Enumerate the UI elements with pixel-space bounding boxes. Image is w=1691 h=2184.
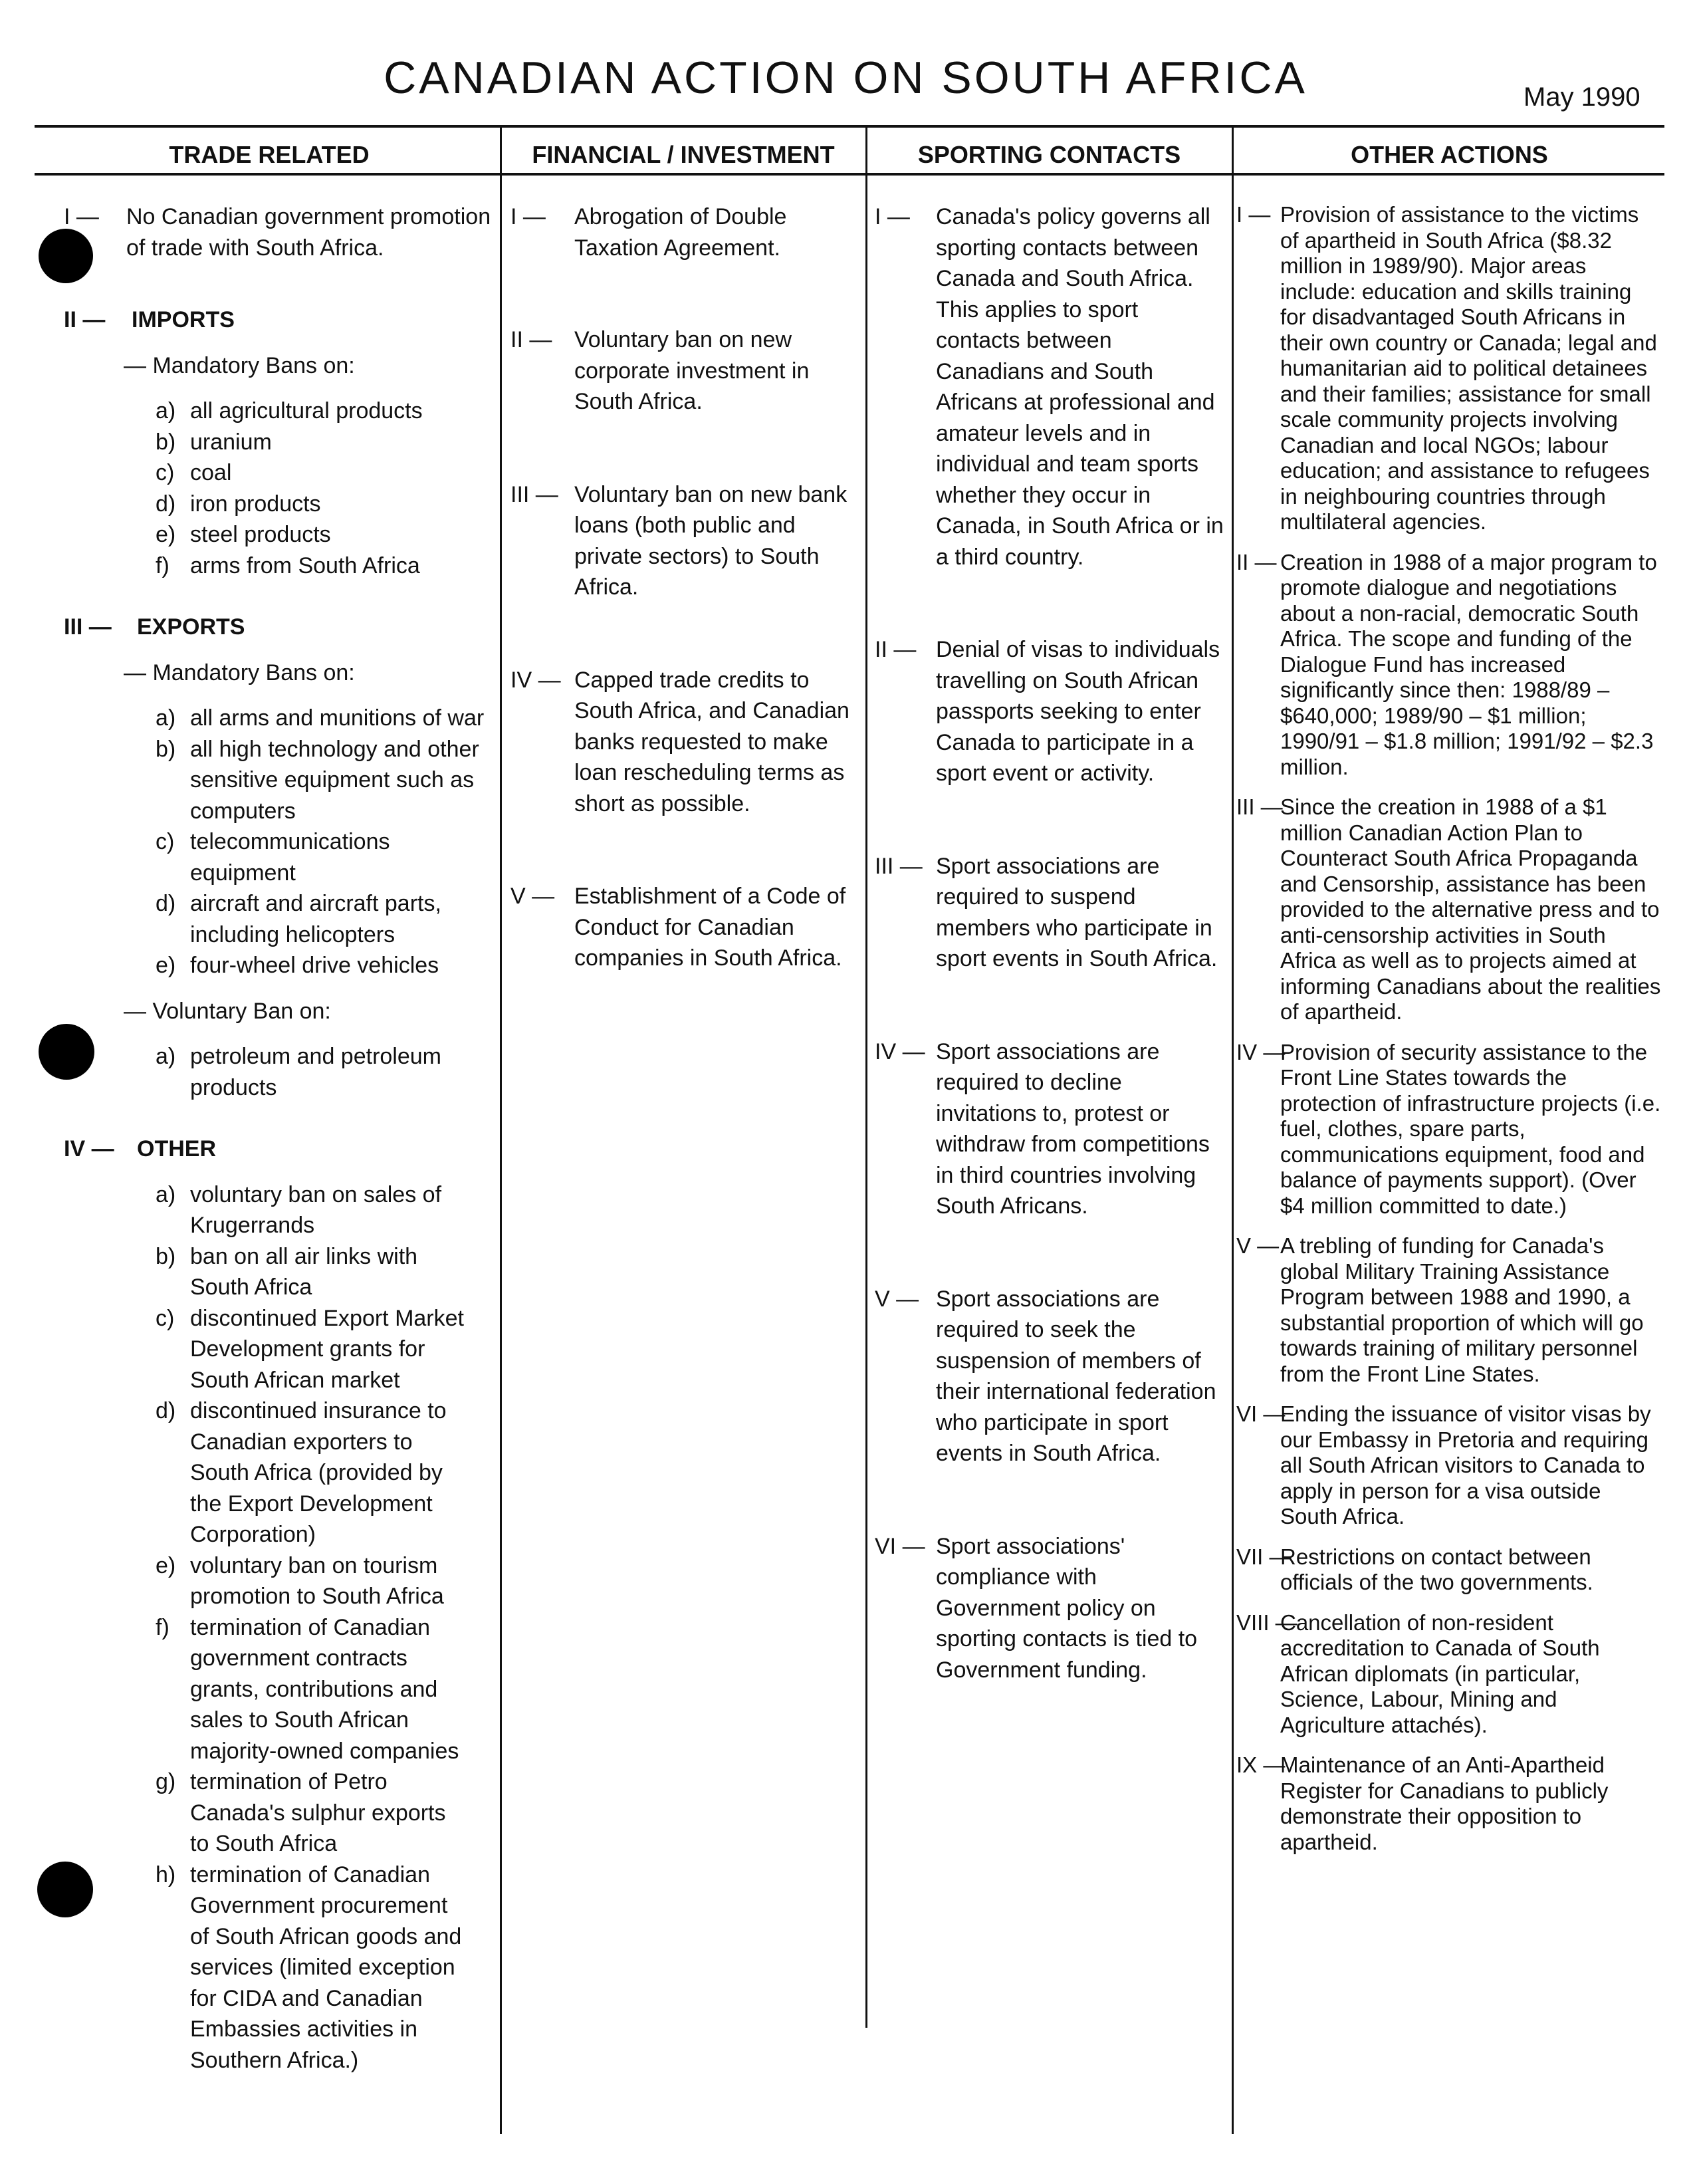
page-title: CANADIAN ACTION ON SOUTH AFRICA — [384, 53, 1307, 103]
list-item: h) termination of Canadian Government procurement of South African goods and services (limited exception for CIDA and Canadian Embassies activities in Southern Africa.) — [156, 1862, 462, 2073]
list-item: f) termination of Canadian government contracts grants, contributions and sales to South African majority-owned companies — [156, 1614, 459, 1764]
list-item: d) iron products — [156, 491, 321, 517]
exports-list — [64, 703, 496, 981]
other-column — [1236, 202, 1662, 1855]
other-item-iii: III — Since the creation in 1988 of a $1 million Canadian Action Plan to Counteract South Africa Propaganda and Censorship, assistance has been provided to the alternative press and to anti-censorship activities in South Africa as well as to projects aimed at informing Canadians about the realities of apartheid. — [1236, 794, 1661, 1024]
financial-item-v: V — Establishment of a Code of Conduct for Canadian companies in South Africa. — [510, 884, 846, 971]
trade-item-i — [64, 201, 496, 263]
other-item-vi: VI — Ending the issuance of visitor visas by our Embassy in Pretoria and requiring all South African visitors to Canada to apply in person for a visa outside South Africa. — [1236, 1401, 1651, 1528]
sporting-item-i: I — Canada's policy governs all sporting contacts between Canada and South Africa. This applies to sport contacts between Canadians and South Africans at professional and amateur levels and in individual and team sports whether they occur in Canada, in South Africa or in a third country. — [875, 204, 1224, 570]
trade-item-iv — [64, 1134, 496, 1165]
column-heading-financial: FINANCIAL / INVESTMENT — [532, 141, 835, 168]
list-item: a) all arms and munitions of war — [156, 705, 485, 731]
column-heading-trade: TRADE RELATED — [169, 141, 370, 168]
trade-iv-heading: OTHER — [137, 1136, 216, 1161]
list-item: c) coal — [156, 460, 232, 485]
financial-item-ii: II — Voluntary ban on new corporate investment in South Africa. — [510, 327, 810, 414]
financial-item-iii: III — Voluntary ban on new bank loans (both public and private sectors) to South Africa. — [510, 481, 847, 600]
list-item: g) termination of Petro Canada's sulphur exports to South Africa — [156, 1769, 446, 1856]
list-item: a) voluntary ban on sales of Krugerrands — [156, 1181, 442, 1238]
list-item: d) aircraft and aircraft parts, including helicopters — [156, 891, 441, 947]
other-trade-list — [64, 1179, 496, 2076]
exports-voluntary-list — [64, 1041, 496, 1103]
trade-iii-subheading: — Mandatory Bans on: — [124, 660, 355, 685]
list-item: d) discontinued insurance to Canadian exporters to South Africa (provided by the Export Development Corporation) — [156, 1398, 447, 1547]
list-item: e) four-wheel drive vehicles — [156, 953, 439, 978]
other-item-v: V — A trebling of funding for Canada's global Military Training Assistance Program between 1988 and 1990, a substantial proportion of which will go towards training of military personnel from the Front Line States. — [1236, 1233, 1644, 1386]
column-divider-2 — [865, 126, 867, 2028]
trade-iii-voluntary-subheading: — Voluntary Ban on: — [124, 998, 331, 1024]
list-item: e) steel products — [156, 522, 331, 547]
header-rule — [35, 173, 1664, 176]
trade-iii-heading: EXPORTS — [137, 614, 245, 640]
imports-list — [64, 396, 496, 581]
trade-ii-subheading: — Mandatory Bans on: — [124, 352, 355, 378]
trade-i-text: No Canadian government promotion of trade with South Africa. — [126, 204, 491, 261]
other-item-vii: VII — Restrictions on contact between officials of the two governments. — [1236, 1544, 1593, 1594]
financial-item-i: I — Abrogation of Double Taxation Agreement. — [510, 204, 787, 261]
list-item: c) discontinued Export Market Development grants for South African market — [156, 1305, 464, 1393]
trade-i-number: I — — [64, 204, 99, 229]
trade-iii-number: III — — [64, 614, 112, 640]
other-item-ix: IX — Maintenance of an Anti-Apartheid Register for Canadians to publicly demonstrate their opposition to apartheid. — [1236, 1753, 1609, 1854]
column-divider-1 — [500, 126, 502, 2134]
trade-item-iii — [64, 612, 496, 643]
sporting-item-iii: III — Sport associations are required to suspend members who participate in sport events in South Africa. — [875, 853, 1218, 971]
trade-column — [64, 201, 496, 2076]
column-divider-3 — [1232, 126, 1234, 2134]
trade-ii-number: II — — [64, 307, 106, 332]
list-item: e) voluntary ban on tourism promotion to South Africa — [156, 1552, 444, 1609]
column-heading-sporting: SPORTING CONTACTS — [917, 141, 1181, 168]
list-item: f) arms from South Africa — [156, 552, 420, 578]
document-date: May 1990 — [1523, 82, 1640, 112]
trade-iv-number: IV — — [64, 1136, 114, 1161]
list-item: b) ban on all air links with South Africa — [156, 1243, 418, 1300]
trade-item-ii — [64, 304, 496, 336]
sporting-item-iv: IV — Sport associations are required to decline invitations to, protest or withdraw from competitions in third countries involving South Africans. — [875, 1038, 1210, 1219]
list-item: a) all agricultural products — [156, 398, 423, 424]
list-item: b) uranium — [156, 429, 272, 455]
list-item: a) petroleum and petroleum products — [156, 1044, 442, 1100]
financial-item-iv: IV — Capped trade credits to South Africa, and Canadian banks requested to make loan rescheduling terms as short as possible. — [510, 667, 849, 816]
sporting-item-vi: VI — Sport associations' compliance with Government policy on sporting contacts is tied to Government funding. — [875, 1533, 1198, 1683]
other-item-i: I — Provision of assistance to the victims of apartheid in South Africa ($8.32 million in 1989/90). Major areas include: education and skills training for disadvantaged South Africans in their own country or Canada; legal and humanitarian aid to political detainees and their families; assistance for small scale community projects involving Canadian and local NGOs; labour education; and assistance to refugees in neighbouring countries through multilateral agencies. — [1236, 202, 1657, 534]
column-heading-other: OTHER ACTIONS — [1351, 141, 1548, 168]
other-item-ii: II — Creation in 1988 of a major program to promote dialogue and negotiations about a non-racial, democratic South Africa. The scope and funding of the Dialogue Fund has increased significantly since then: 1988/89 – $640,000; 1989/90 – $1 million; 1990/91 – $1.8 million; 1991/92 – $2.3 million. — [1236, 549, 1657, 779]
list-item: c) telecommunications equipment — [156, 829, 390, 886]
other-item-iv: IV — Provision of security assistance to the Front Line States towards the protection of infrastructure projects (i.e. fuel, clothes, spare parts, communications equipment, food and balance of payments support). (Over $4 million committed to date.) — [1236, 1039, 1661, 1218]
other-item-viii: VIII — Cancellation of non-resident accreditation to Canada of South African diplomats (in particular, Science, Labour, Mining and Agriculture attachés). — [1236, 1610, 1600, 1737]
trade-ii-heading: IMPORTS — [132, 307, 235, 332]
financial-column — [510, 201, 856, 974]
list-item: b) all high technology and other sensitive equipment such as computers — [156, 736, 479, 824]
sporting-column — [875, 201, 1224, 1685]
sporting-item-v: V — Sport associations are required to seek the suspension of members of their international federation who participate in sport events in South Africa. — [875, 1286, 1216, 1466]
top-rule — [35, 125, 1664, 128]
sporting-item-ii: II — Denial of visas to individuals travelling on South African passports seeking to enter Canada to participate in a sport event or activity. — [875, 637, 1220, 786]
